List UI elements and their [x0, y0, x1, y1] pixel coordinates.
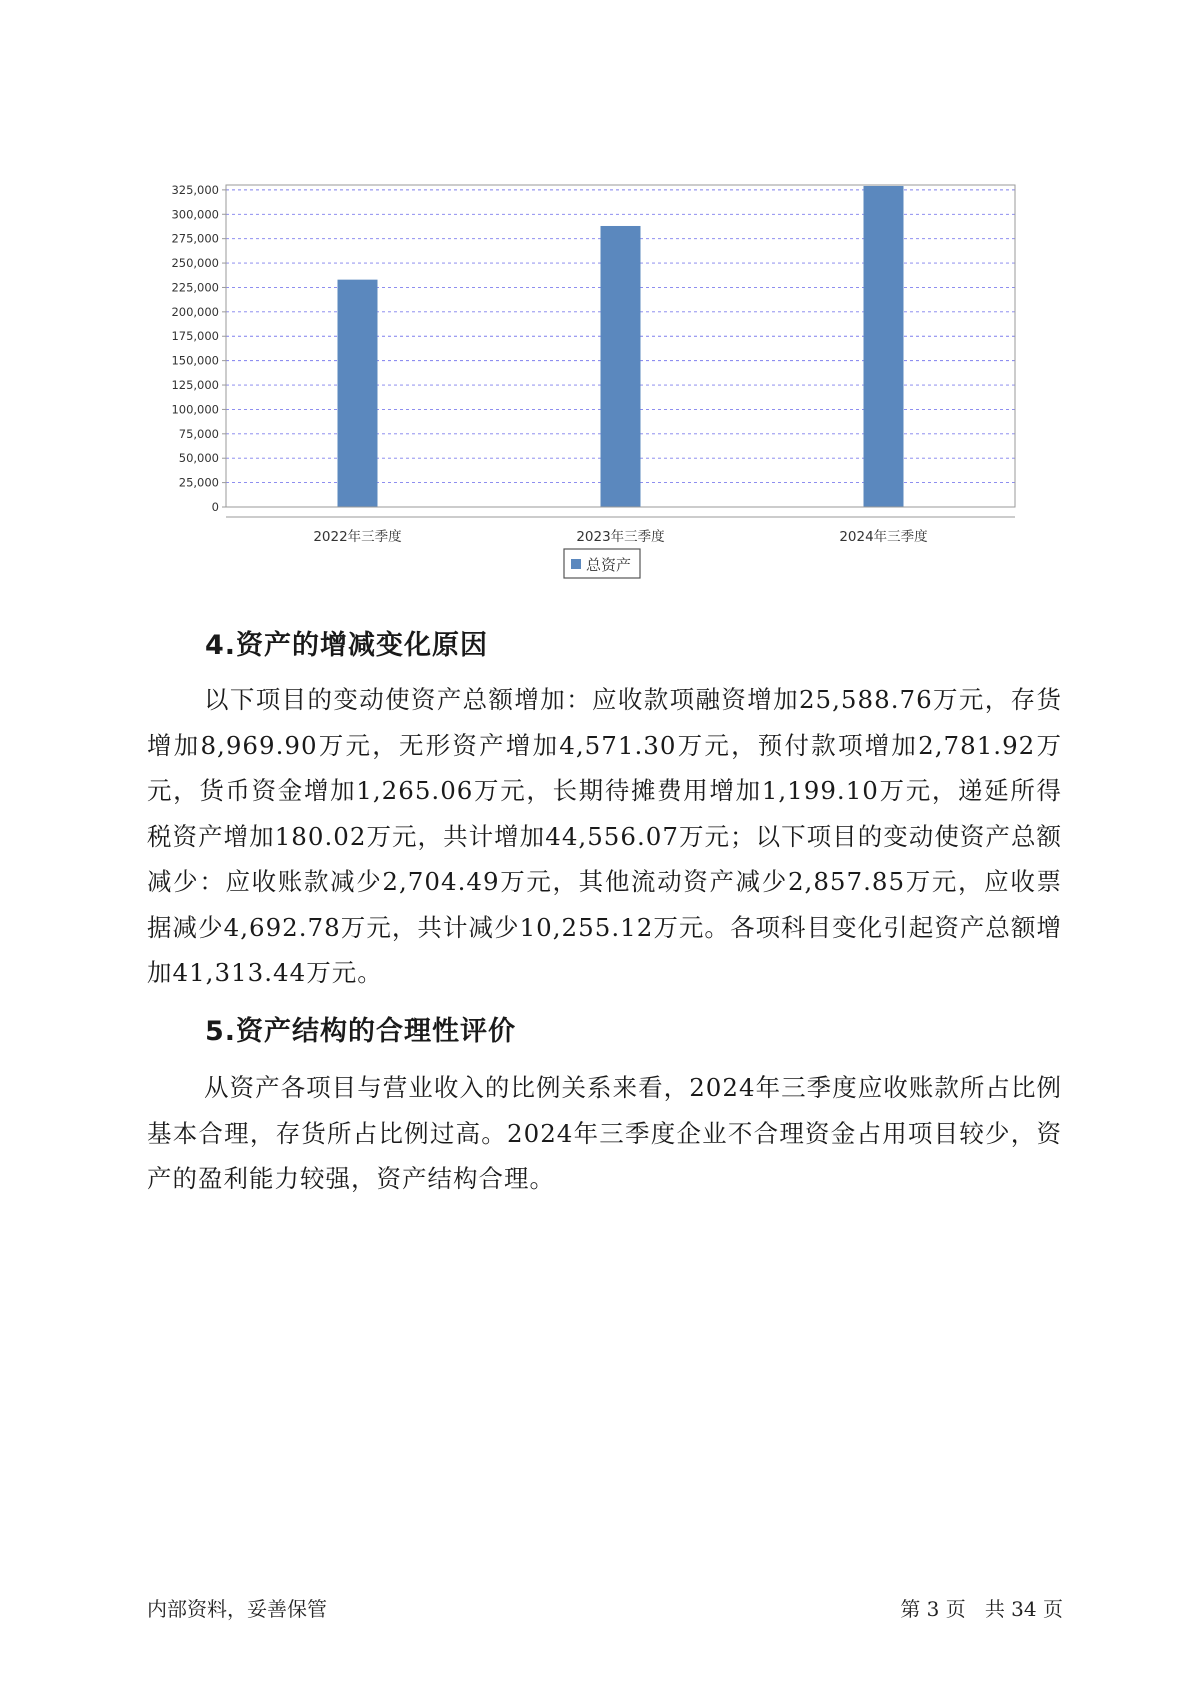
x-tick-label: 2023年三季度 — [576, 529, 665, 545]
y-axis-ticks — [171, 183, 226, 514]
y-tick-label: 75,000 — [178, 426, 219, 441]
total-assets-chart — [150, 140, 1030, 600]
section-4-heading: 4.资产的增减变化原因 — [205, 630, 489, 661]
footer-confidential-note: 内部资料，妥善保管 — [147, 1597, 327, 1621]
chart-legend — [564, 549, 640, 578]
y-tick-label: 300,000 — [171, 207, 219, 222]
section-4-paragraph: 以下项目的变动使资产总额增加：应收款项融资增加25,588.76万元，存货增加8,969.90万元，无形资产增加4,571.30万元，预付款项增加2,781.92万元，货币资金增加1,265.06万元，长期待摊费用增加1,199.10万元，递延所得税资产增加180.02万元，共计增加44,556.07万元；以下项目的变动使资产总额减少：应收账款减少2,704.49万元，其他流动资产减少2,857.85万元，应收票据减少4,692.78万元，共计减少10,255.12万元。各项科目变化引起资产总额增加41,313.44万元。 — [147, 685, 1062, 987]
bar-3 — [864, 186, 904, 507]
y-tick-label: 275,000 — [171, 231, 219, 246]
y-tick-label: 25,000 — [178, 475, 219, 490]
y-tick-label: 100,000 — [171, 402, 219, 417]
footer-page-number: 第 3 页 共 34 页 — [900, 1597, 1063, 1621]
x-tick-label: 2024年三季度 — [839, 529, 928, 545]
chart-bars — [338, 186, 904, 507]
bar-2 — [601, 226, 641, 507]
bar-1 — [338, 280, 378, 507]
section-5-paragraph: 从资产各项目与营业收入的比例关系来看，2024年三季度应收账款所占比例基本合理，存货所占比例过高。2024年三季度企业不合理资金占用项目较少，资产的盈利能力较强，资产结构合理。 — [147, 1073, 1062, 1193]
y-tick-label: 225,000 — [171, 280, 219, 295]
legend-label: 总资产 — [586, 556, 632, 574]
section-5-heading: 5.资产结构的合理性评价 — [205, 1016, 517, 1047]
y-tick-label: 325,000 — [171, 182, 219, 197]
y-tick-label: 0 — [211, 500, 219, 514]
y-tick-label: 175,000 — [171, 329, 219, 344]
y-tick-label: 150,000 — [171, 353, 219, 368]
y-tick-label: 250,000 — [171, 256, 219, 271]
legend-swatch — [571, 559, 581, 569]
x-tick-label: 2022年三季度 — [313, 529, 402, 545]
x-axis-ticks — [313, 528, 928, 545]
y-tick-label: 125,000 — [171, 378, 219, 393]
y-tick-label: 50,000 — [178, 451, 219, 466]
y-tick-label: 200,000 — [171, 304, 219, 319]
